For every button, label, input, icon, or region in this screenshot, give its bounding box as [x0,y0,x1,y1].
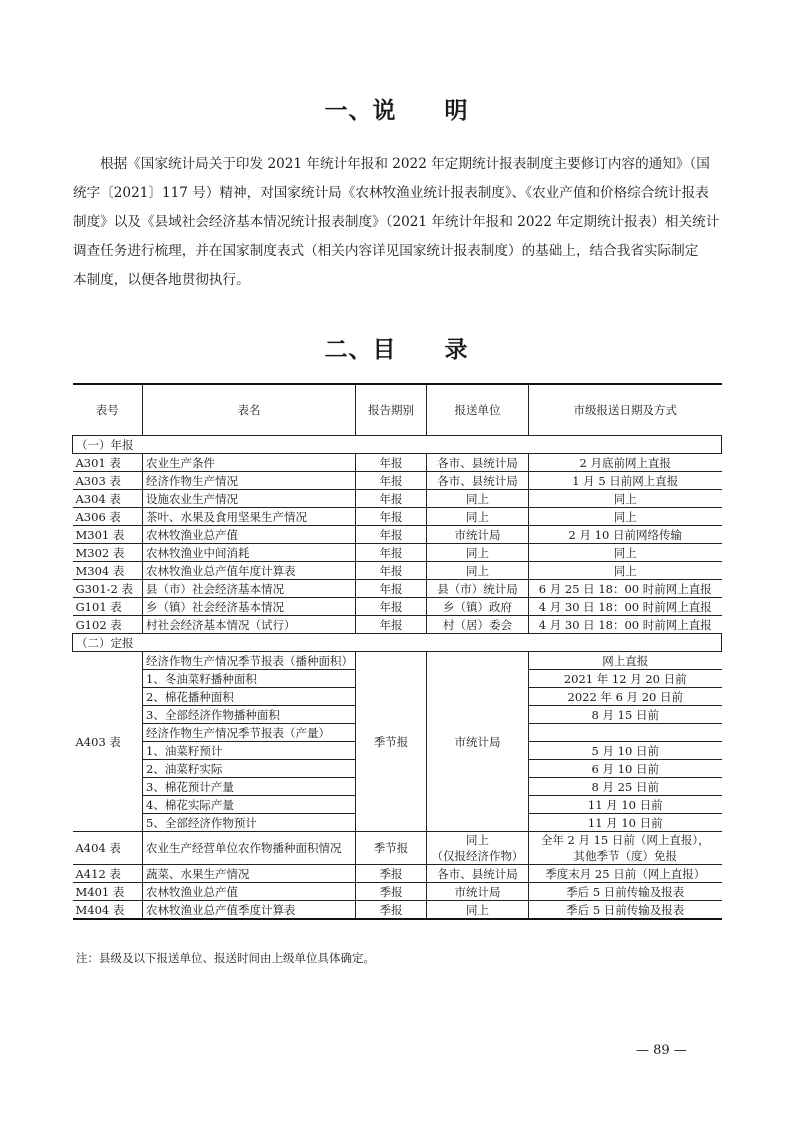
table-row [73,901,722,920]
cell-unit: 同上 [427,508,529,526]
cell-code: G102 表 [73,616,143,634]
cell-code: A412 表 [73,865,143,883]
cell-period: 年报 [356,490,427,508]
table-row [73,472,722,490]
cell-name: 村社会经济基本情况（试行） [143,616,356,634]
cell-code: A404 表 [73,832,143,865]
cell-unit: 各市、县统计局 [427,865,529,883]
cell-name: 经济作物生产情况季节报表（播种面积） [143,652,356,670]
cell-code: M404 表 [73,901,143,920]
cell-code: A301 表 [73,454,143,472]
cell-name: 农林牧渔业总产值 [143,526,356,544]
cell-code: A403 表 [73,652,143,832]
cell-name: 4、棉花实际产量 [143,796,356,814]
cell-name: 乡（镇）社会经济基本情况 [143,598,356,616]
header-unit: 报送单位 [427,384,529,436]
cell-period: 年报 [356,544,427,562]
cell-code: A304 表 [73,490,143,508]
cell-date: 同上 [529,490,722,508]
cell-period: 年报 [356,508,427,526]
table-row [73,616,722,634]
cell-date [529,832,722,865]
cell-name: 农林牧渔业中间消耗 [143,544,356,562]
table-row [73,526,722,544]
table-header-row [73,384,722,436]
cell-date: 2021 年 12 月 20 日前 [529,670,722,688]
cell-period: 年报 [356,526,427,544]
table-row [73,490,722,508]
cell-date: 同上 [529,544,722,562]
cell-period: 年报 [356,562,427,580]
table-row [73,454,722,472]
cell-period: 季报 [356,865,427,883]
cell-date: 8 月 15 日前 [529,706,722,724]
unit-line: 同上 [466,833,489,847]
cell-period: 年报 [356,598,427,616]
table-row [73,832,722,865]
section-label: （二）定报 [73,634,722,652]
cell-code: M301 表 [73,526,143,544]
cell-name: 县（市）社会经济基本情况 [143,580,356,598]
intro-line: 制度》以及《县域社会经济基本情况统计报表制度》（2021 年统计年报和 2022 年定期统计报表）相关统计 [73,214,720,230]
cell-name: 经济作物生产情况季节报表（产量） [143,724,356,742]
table-row [73,652,722,670]
section-row-annual [73,436,722,454]
table-row [73,865,722,883]
cell-date: 1 月 5 日前网上直报 [529,472,722,490]
cell-date: 2 月底前网上直报 [529,454,722,472]
cell-date [529,724,722,742]
cell-date: 同上 [529,562,722,580]
cell-name: 设施农业生产情况 [143,490,356,508]
cell-name: 3、全部经济作物播种面积 [143,706,356,724]
cell-unit: 同上 [427,562,529,580]
cell-period: 年报 [356,472,427,490]
cell-period: 年报 [356,616,427,634]
report-directory-table [72,383,722,920]
cell-period: 季节报 [356,652,427,832]
cell-code: M401 表 [73,883,143,901]
table-note: 注：县级及以下报送单位、报送时间由上级单位具体确定。 [76,951,375,965]
cell-period: 年报 [356,454,427,472]
cell-date: 8 月 25 日前 [529,778,722,796]
cell-date: 6 月 10 日前 [529,760,722,778]
cell-unit: 市统计局 [427,526,529,544]
cell-code: G101 表 [73,598,143,616]
cell-name: 蔬菜、水果生产情况 [143,865,356,883]
page-number: — 89 — [636,1043,687,1058]
cell-unit [427,832,529,865]
date-line: 全年 2 月 15 日前（网上直报）， [540,833,710,847]
intro-paragraph [73,150,721,295]
cell-period: 季报 [356,883,427,901]
header-name: 表名 [143,384,356,436]
cell-name: 2、棉花播种面积 [143,688,356,706]
table-row [73,544,722,562]
table-row [73,580,722,598]
section-label: （一）年报 [73,436,722,454]
cell-date: 5 月 10 日前 [529,742,722,760]
cell-unit: 市统计局 [427,652,529,832]
intro-line: 统字〔2021〕117 号）精神，对国家统计局《农林牧渔业统计报表制度》、《农业产值和价格综合统计报表 [73,185,709,201]
cell-unit: 同上 [427,490,529,508]
cell-code: M302 表 [73,544,143,562]
date-line: 其他季节（度）免报 [573,849,677,863]
cell-date: 6 月 25 日 18：00 时前网上直报 [529,580,722,598]
cell-name: 农业生产经营单位农作物播种面积情况 [143,832,356,865]
cell-name: 农林牧渔业总产值 [143,883,356,901]
cell-code: M304 表 [73,562,143,580]
cell-code: G301-2 表 [73,580,143,598]
cell-unit: 市统计局 [427,883,529,901]
cell-date: 季度末月 25 日前（网上直报） [529,865,722,883]
cell-name: 3、棉花预计产量 [143,778,356,796]
table-row [73,598,722,616]
cell-unit: 同上 [427,901,529,920]
intro-line: 本制度，以便各地贯彻执行。 [73,272,250,288]
intro-line: 调查任务进行梳理，并在国家制度表式（相关内容详见国家统计报表制度）的基础上，结合我省实际制定 [73,243,699,259]
cell-date: 4 月 30 日 18：00 时前网上直报 [529,598,722,616]
cell-date: 2022 年 6 月 20 日前 [529,688,722,706]
cell-date: 同上 [529,508,722,526]
cell-date: 网上直报 [529,652,722,670]
cell-code: A303 表 [73,472,143,490]
table-row [73,883,722,901]
cell-period: 年报 [356,580,427,598]
cell-date: 季后 5 日前传输及报表 [529,883,722,901]
cell-name: 5、全部经济作物预计 [143,814,356,832]
cell-name: 农业生产条件 [143,454,356,472]
toc-title: 二、目 录 [324,337,469,363]
table-row [73,562,722,580]
cell-name: 2、油菜籽实际 [143,760,356,778]
section-row-periodic [73,634,722,652]
cell-unit: 各市、县统计局 [427,454,529,472]
header-date: 市级报送日期及方式 [529,384,722,436]
cell-unit: 各市、县统计局 [427,472,529,490]
cell-date: 季后 5 日前传输及报表 [529,901,722,920]
cell-name: 1、油菜籽预计 [143,742,356,760]
intro-title: 一、说 明 [324,98,469,124]
cell-name: 农林牧渔业总产值季度计算表 [143,901,356,920]
cell-name: 茶叶、水果及食用坚果生产情况 [143,508,356,526]
cell-period: 季节报 [356,832,427,865]
cell-name: 农林牧渔业总产值年度计算表 [143,562,356,580]
cell-date: 11 月 10 日前 [529,796,722,814]
cell-date: 2 月 10 日前网络传输 [529,526,722,544]
unit-line: （仅报经济作物） [431,849,524,863]
cell-name: 经济作物生产情况 [143,472,356,490]
cell-unit: 同上 [427,544,529,562]
cell-code: A306 表 [73,508,143,526]
cell-period: 季报 [356,901,427,920]
table-row [73,508,722,526]
cell-date: 11 月 10 日前 [529,814,722,832]
header-code: 表号 [73,384,143,436]
cell-unit: 村（居）委会 [427,616,529,634]
cell-name: 1、冬油菜籽播种面积 [143,670,356,688]
cell-unit: 乡（镇）政府 [427,598,529,616]
intro-line: 根据《国家统计局关于印发 2021 年统计年报和 2022 年定期统计报表制度主要修订内容的通知》（国 [100,156,710,172]
cell-date: 4 月 30 日 18：00 时前网上直报 [529,616,722,634]
header-period: 报告期别 [356,384,427,436]
cell-unit: 县（市）统计局 [427,580,529,598]
